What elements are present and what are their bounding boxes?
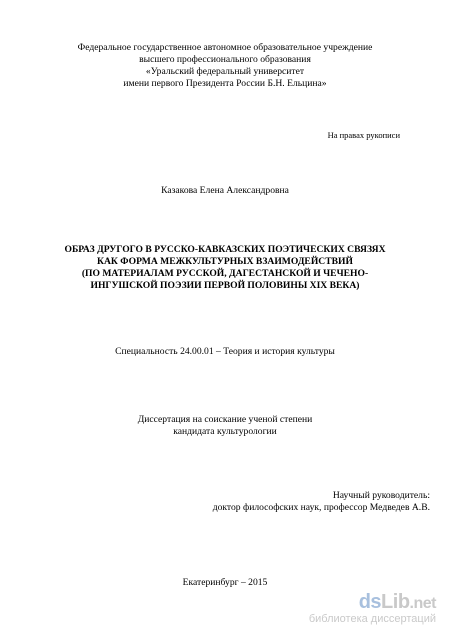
specialty: Специальность 24.00.01 – Теория и история культуры (115, 346, 335, 357)
watermark-caption: библиотека диссертаций (308, 613, 436, 625)
dslib-logo: dsLib.net (358, 591, 436, 613)
author-name: Казакова Елена Александровна (161, 185, 289, 196)
supervisor-name: доктор философских наук, профессор Медведев А.В. (212, 502, 430, 513)
title-line-4: ИНГУШСКОЙ ПОЭЗИИ ПЕРВОЙ ПОЛОВИНЫ XIX ВЕКА) (90, 280, 360, 291)
institution-line-2: высшего профессионального образования (139, 54, 311, 65)
dslib-watermark (308, 591, 438, 627)
title-line-3: (ПО МАТЕРИАЛАМ РУССКОЙ, ДАГЕСТАНСКОЙ И ЧЕЧЕНО- (81, 268, 369, 279)
institution-line-4: имени первого Президента России Б.Н. Ельцина» (123, 78, 327, 89)
title-line-1: ОБРАЗ ДРУГОГО В РУССКО-КАВКАЗСКИХ ПОЭТИЧЕСКИХ СВЯЗЯХ (64, 244, 386, 255)
rights-note: На правах рукописи (327, 130, 400, 140)
degree-line-2: кандидата культурологии (173, 426, 277, 437)
institution-line-3: «Уральский федеральный университет (145, 66, 305, 77)
title-line-2: КАК ФОРМА МЕЖКУЛЬТУРНЫХ ВЗАИМОДЕЙСТВИЙ (97, 256, 353, 267)
supervisor-label: Научный руководитель: (332, 490, 430, 501)
city-year: Екатеринбург – 2015 (182, 577, 268, 587)
degree-line-1: Диссертация на соискание ученой степени (137, 414, 313, 425)
institution-line-1: Федеральное государственное автономное образовательное учреждение (77, 42, 373, 53)
